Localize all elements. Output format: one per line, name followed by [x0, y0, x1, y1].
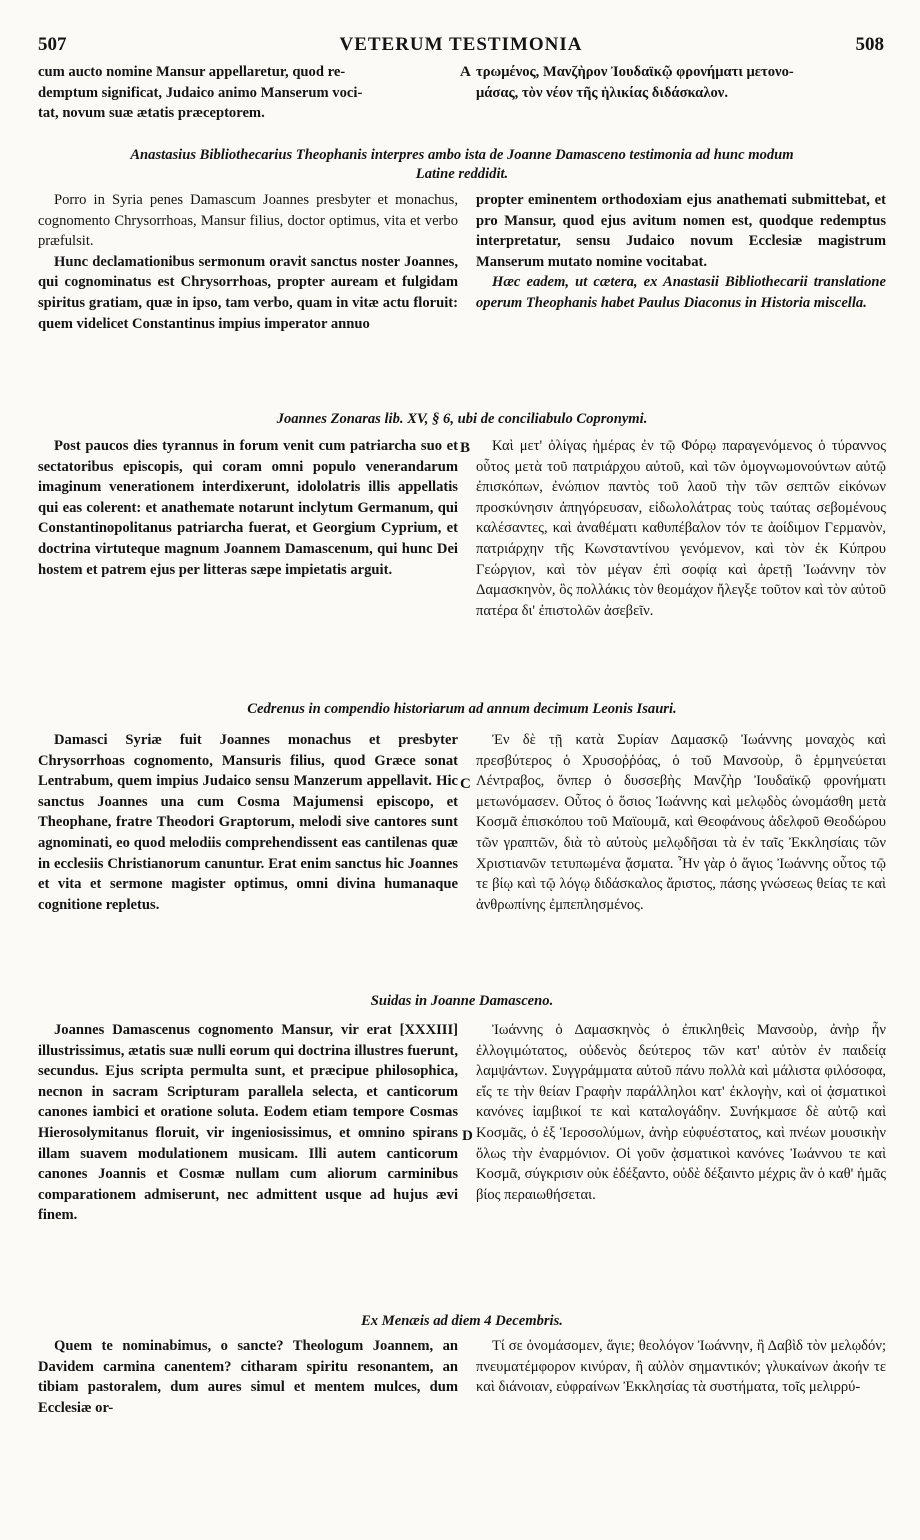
suidas-latin	[38, 1020, 458, 1226]
anastasius-left-paragraph-1: Porro in Syria penes Damascum Joannes presbyter et monachus, cognomento Chrysorrhoas, Mansur filius, doctor optimus, vita et verbo præfulsit.	[38, 192, 458, 250]
top-greek	[476, 62, 886, 103]
suidas-greek	[476, 1020, 886, 1205]
zonaras-latin	[38, 436, 458, 580]
margin-marker-b: B	[460, 440, 471, 456]
anastasius-left-column	[38, 190, 458, 334]
menaea-greek-text: Τί σε ὀνομάσομεν, ἅγιε; θεολόγον Ἰωάννην, ἢ Δαβὶδ τὸν μελῳδόν; πνευματέμφορον κινύραν, ἢ αὐλὸν σημαντικόν; γλυκαίνων ἀκοήν τε καὶ διάνοιαν, εὐφραίνων Ἐκκλησίας τὰ συστήματα, τοῖς μελιρρύ-	[476, 1338, 886, 1396]
suidas-latin-text: Joannes Damascenus cognomento Mansur, vir erat [XXXIII] illustrissimus, ætatis suæ nulli eorum qui doctrina illustres fuerunt, secundus. Ejus scripta permulta sunt, et præcipue philosophica, necnon in sacram Scripturam parallela selecta, et canticorum canones iambici et oratione soluta. Eodem etiam tempore Cosmas Hierosolymitanus floruit, vir ingeniosissimus, et omnino spirans illam suavem modulationem musicam. Illi autem canticorum canones Joannis et Cosmæ nullam cum aliorum carminibus comparationem admiserunt, nec admittent usque ad hujus ævi finem.	[38, 1022, 458, 1224]
anastasius-heading	[38, 146, 886, 184]
anastasius-right-paragraph-1: propter eminentem orthodoxiam ejus anathemati submittebat, et pro Mansur, quod ejus avitum nomen est, quodque redemptus interpretatur, sensu Judaico novum Ecclesiæ magistrum Manserum mutato nomine vocitabat.	[476, 192, 886, 270]
margin-marker-a: A	[460, 64, 471, 80]
cedrenus-heading: Cedrenus in compendio historiarum ad annum decimum Leonis Isauri.	[247, 701, 677, 717]
anastasius-left-paragraph-2: Hunc declamationibus sermonum oravit sanctus noster Joannes, qui cognominatus est Chrysorrhoas, propter auream et fulgidam spiritus gratiam, quæ in ipso, tam verbo, quam in vitæ actu floruit: quem videlicet Constantinus impius imperator annuo	[38, 253, 458, 332]
top-latin	[38, 62, 458, 124]
cedrenus-greek	[476, 730, 886, 915]
zonaras-greek-text: Καὶ μετ' ὀλίγας ἡμέρας ἐν τῷ Φόρῳ παραγενόμενος ὁ τύραννος οὗτος μετὰ τοῦ πατριάρχου αὐτοῦ, καὶ τῶν ὁμογνωμονούντων αὐτῷ ἐπισκόπων, ἐνώπιον παντὸς τοῦ λαοῦ τὴν τῶν σεπτῶν εἰκόνων προσκύνησιν ἀπηγόρευσαν, εἰδωλολάτρας τοὺς ταύτας σεβομένους καλέσαντες, καὶ ἀναθέματι καθυπέβαλον τόν τε ἀοίδιμον Γερμανὸν, πατριάρχην τῆς Κωνσταντίνου γενόμενον, καὶ τὸν ἐκ Κύπρου Γεώργιον, καὶ τὸν μέγαν ἐπὶ σοφίᾳ καὶ ἀρετῇ Ἰωάννην τὸν Δαμασκηνὸν, ὃς πολλάκις τὸν θεομάχον ἤλεγξε τοῦτον καὶ τὸν αὐτοῦ πατέρα δι' ἐπιστολῶν ἀσεβεῖν.	[476, 438, 886, 619]
running-head	[38, 34, 884, 60]
margin-marker-d: D	[462, 1128, 473, 1144]
top-latin-line3: tat, novum suæ ætatis præceptorem.	[38, 105, 265, 122]
zonaras-heading: Joannes Zonaras lib. XV, § 6, ubi de conciliabulo Copronymi.	[276, 411, 648, 427]
page-number-left: 507	[38, 34, 67, 55]
anastasius-right-paragraph-2: Hæc eadem, ut cætera, ex Anastasii Bibliothecarii translatione operum Theophanis habet Paulus Diaconus in Historia miscella.	[476, 274, 886, 311]
suidas-greek-text: Ἰωάννης ὁ Δαμασκηνὸς ὁ ἐπικληθεὶς Μανσοὺρ, ἀνὴρ ἦν ἐλλογιμώτατος, οὐδενὸς δεύτερος τῶν κατ' αὐτὸν ἐν παιδείᾳ λαμψάντων. Συγγράμματα αὐτοῦ πάνυ πολλὰ καὶ μάλιστα φιλόσοφα, εἴς τε τὴν θείαν Γραφὴν παράλληλοι κατ' ἐκλογὴν, καὶ οἱ ᾀσματικοὶ κανόνες ἰαμβικοί τε καὶ καταλογάδην. Συνήκμασε δὲ αὐτῷ καὶ Κοσμᾶς, ὁ ἐξ Ἱεροσολύμων, ἀνὴρ εὐφυέστατος, καὶ πνέων μουσικὴν ὅλως τὴν ἐναρμόνιον. Οἱ γοῦν ᾀσματικοὶ κανόνες Ἰωάννου τε καὶ Κοσμᾶ, σύγκρισιν οὐκ ἐδέξαντο, οὐδὲ δέξαιντο μέχρις ἂν ὁ καθ' ἡμᾶς βίος περαιωθήσεται.	[476, 1022, 886, 1203]
top-latin-line1: cum aucto nomine Mansur appellaretur, quod re-	[38, 64, 346, 80]
menaea-latin	[38, 1336, 458, 1418]
anastasius-heading-line1: Anastasius Bibliothecarius Theophanis interpres ambo ista de Joanne Damasceno testimonia ad hunc modum	[130, 147, 794, 163]
margin-marker-c: C	[460, 776, 471, 792]
menaea-latin-text: Quem te nominabimus, o sancte? Theologum Joannem, an Davidem carmina canentem? citharam spiritu resonantem, an tibiam pastoralem, dum aures simul et mentem mulces, dum Ecclesiæ or-	[38, 1338, 458, 1416]
cedrenus-latin-text: Damasci Syriæ fuit Joannes monachus et presbyter Chrysorrhoas cognomento, Mansuris filius, quod Græce sonat Lentrabum, quem impius Judaico sensu Manzerum appellavit. Hic sanctus Joannes una cum Cosma Majumensi episcopo, et Theophane, fratre Theodori Graptorum, melodi sive cantores sunt agnominati, eo quod melodiis comprehendissent eas cantilenas quæ in ecclesiis Christianorum canuntur. Erat enim sanctus hic Joannes et vita et sermone magister optimus, omni divina humanaque cognitione repletus.	[38, 732, 458, 913]
zonaras-latin-text: Post paucos dies tyrannus in forum venit cum patriarcha suo et sectatoribus episcopis, qui coram omni populo venerandarum imaginum venerationem interdixerunt, idololatris illis appellatis qui eas colerent: et anathemate notarunt inclytum Germanum, qui Constantinopolitanus patriarcha fuerat, et Georgium Cyprium, et doctrina virtuteque magnum Joannem Damascenum, qui hunc Dei hostem et patrem ejus per litteras sæpe impietatis arguit.	[38, 438, 458, 578]
zonaras-greek	[476, 436, 886, 621]
top-greek-line2: μάσας, τὸν νέον τῆς ἡλικίας διδάσκαλον.	[476, 84, 728, 101]
cedrenus-greek-text: Ἐν δὲ τῇ κατὰ Συρίαν Δαμασκῷ Ἰωάννης μοναχὸς καὶ πρεσβύτερος ὁ Χρυσοῤῥόας, ὁ τοῦ Μανσοὺρ, ὃ ἑρμηνεύεται Λέντραβος, ὅνπερ ὁ δυσσεβὴς Μανζὴρ Ἰουδαϊκῷ φρονήματι μετωνόμασεν. Οὗτος ὁ ὅσιος Ἰωάννης καὶ μελῳδὸς ὠνομάσθη μετὰ Κοσμᾶ ἐπισκόπου τοῦ Μαϊουμᾶ, καὶ Θεοφάνους ἀδελφοῦ Θεοδώρου τῶν γραπτῶν, διὰ τὸ αὐτοὺς μελῳδῆσαι τὰ ἐν ταῖς Ἐκκλησίαις τῶν Χριστιανῶν τετυπωμένα ᾄσματα. Ἦν γὰρ ὁ ἅγιος Ἰωάννης οὗτος τῷ τε βίῳ καὶ τῷ λόγῳ διδάσκαλος ἄριστος, πάσης γνώσεως θείας τε καὶ ἀνθρωπίνης ἐμπεπλησμένος.	[476, 732, 886, 913]
cedrenus-latin	[38, 730, 458, 915]
running-title: VETERUM TESTIMONIA	[339, 34, 583, 55]
top-latin-line2: demptum significat, Judaico animo Manserum voci-	[38, 84, 363, 101]
anastasius-right-column	[476, 190, 886, 314]
menaea-heading: Ex Menæis ad diem 4 Decembris.	[361, 1313, 563, 1329]
menaea-greek	[476, 1336, 886, 1398]
suidas-heading: Suidas in Joanne Damasceno.	[370, 993, 554, 1009]
top-greek-line1: τρωμένος, Μανζὴρον Ἰουδαϊκῷ φρονήματι μετονο-	[476, 64, 794, 80]
anastasius-heading-line2: Latine reddidit.	[415, 166, 509, 182]
page-number-right: 508	[855, 34, 884, 55]
